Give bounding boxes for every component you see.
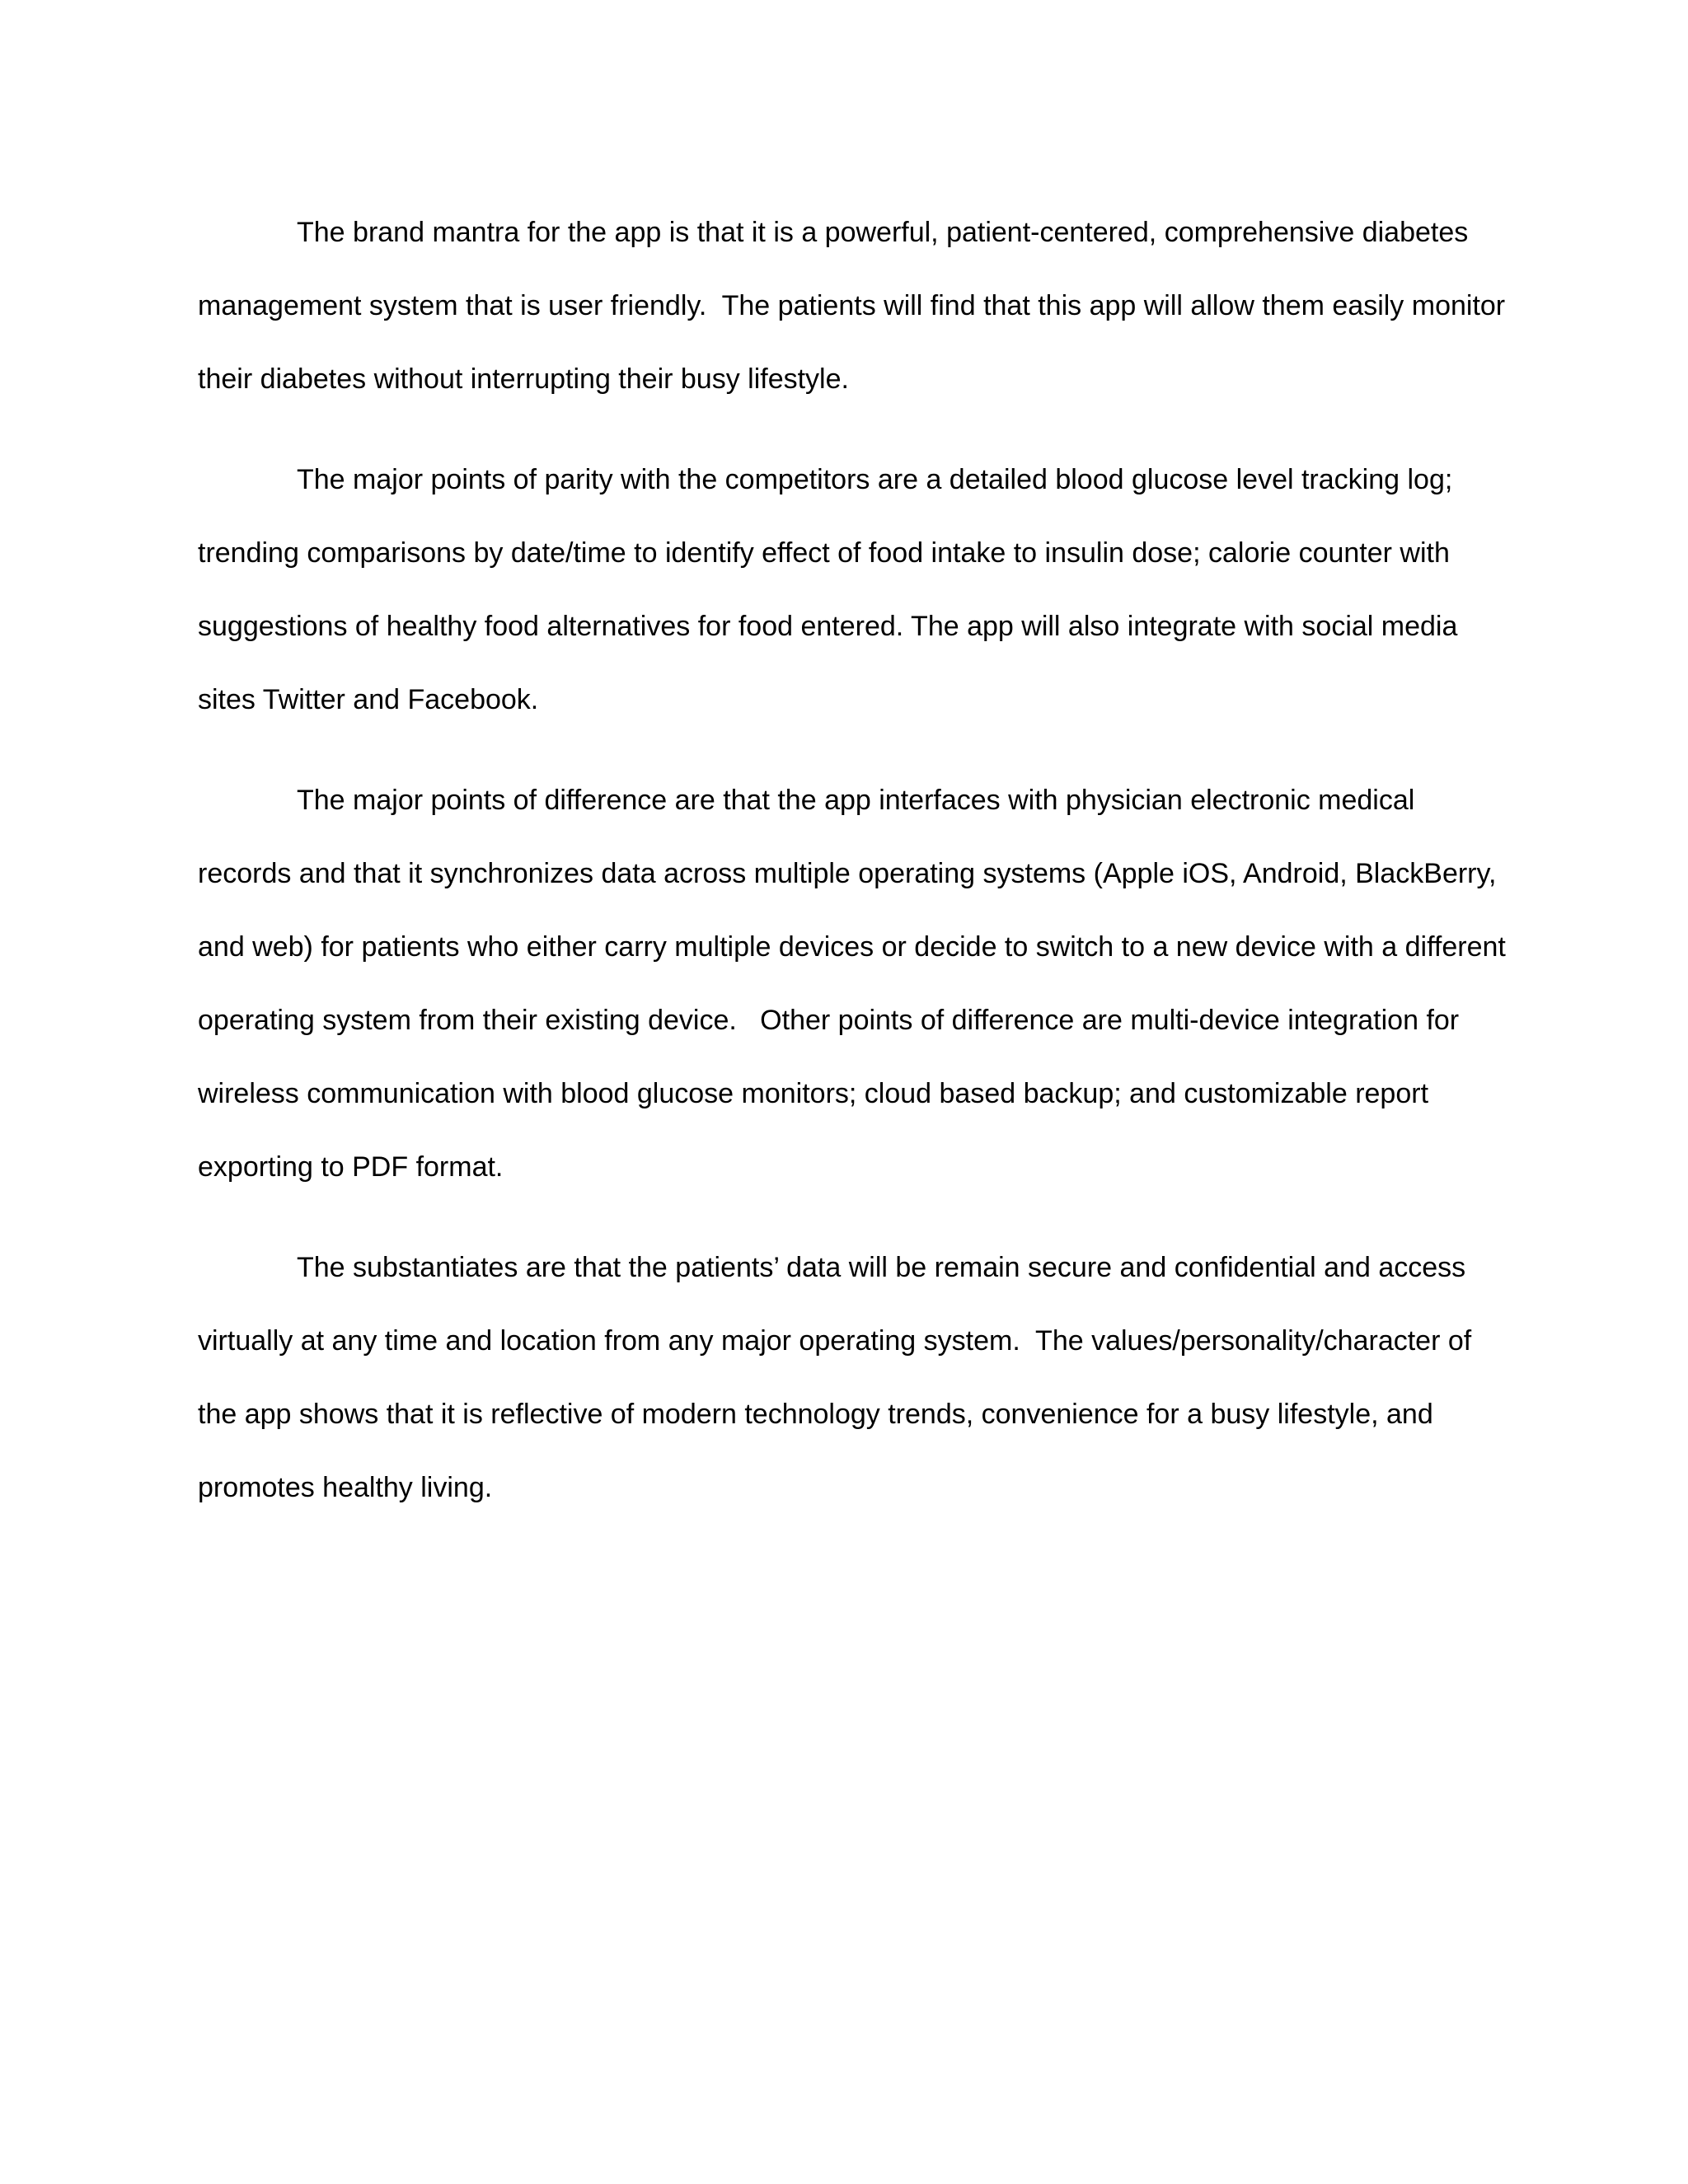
document-body [198,196,1514,1552]
text-line: management system that is user friendly. The patients will find that this app will allow them easily [198,290,1404,321]
text-line: trending comparisons by date/time to identify effect of food intake to insulin dose; calorie counter with [198,537,1450,569]
paragraph-points-of-parity [198,443,1508,737]
text-line: promotes healthy living. [198,1472,493,1503]
paragraph-points-of-difference [198,764,1514,1204]
text-line: The brand mantra for the app is that it is a powerful, patient-centered, comprehensive diabetes [297,217,1469,248]
paragraph-brand-mantra [198,196,1513,416]
text-line: different operating system from their existing device. Other points of difference are multi-device [198,931,1514,1036]
text-line: The major points of difference are that the app interfaces with physician electronic medical [297,785,1415,816]
text-line: monitor their diabetes without interrupting their busy lifestyle. [198,290,1513,395]
paragraph-substantiates [198,1231,1508,1525]
text-line: sites Twitter and Facebook. [198,684,539,715]
text-line: and web) for patients who either carry multiple devices or decide to switch to a new device with a [198,931,1398,963]
text-line: suggestions of healthy food alternatives for food entered. The app will also integrate with social media [198,611,1458,642]
text-line: The substantiates are that the patients’ data will be remain secure and confidential and access [297,1252,1466,1283]
text-line: integration for wireless communication with blood glucose monitors; cloud based backup; and [198,1005,1467,1109]
text-line: records and that it synchronizes data across multiple operating systems (Apple iOS, Android, BlackBerry, [198,858,1497,889]
text-line: The major points of parity with the competitors are a detailed blood glucose level tracking log; [297,464,1453,495]
text-line: customizable report exporting to PDF format. [198,1078,1437,1183]
text-line: the app shows that it is reflective of modern technology trends, convenience for a busy lifestyle, and [198,1399,1433,1430]
text-line: virtually at any time and location from any major operating system. The values/personality/character of [198,1325,1472,1357]
